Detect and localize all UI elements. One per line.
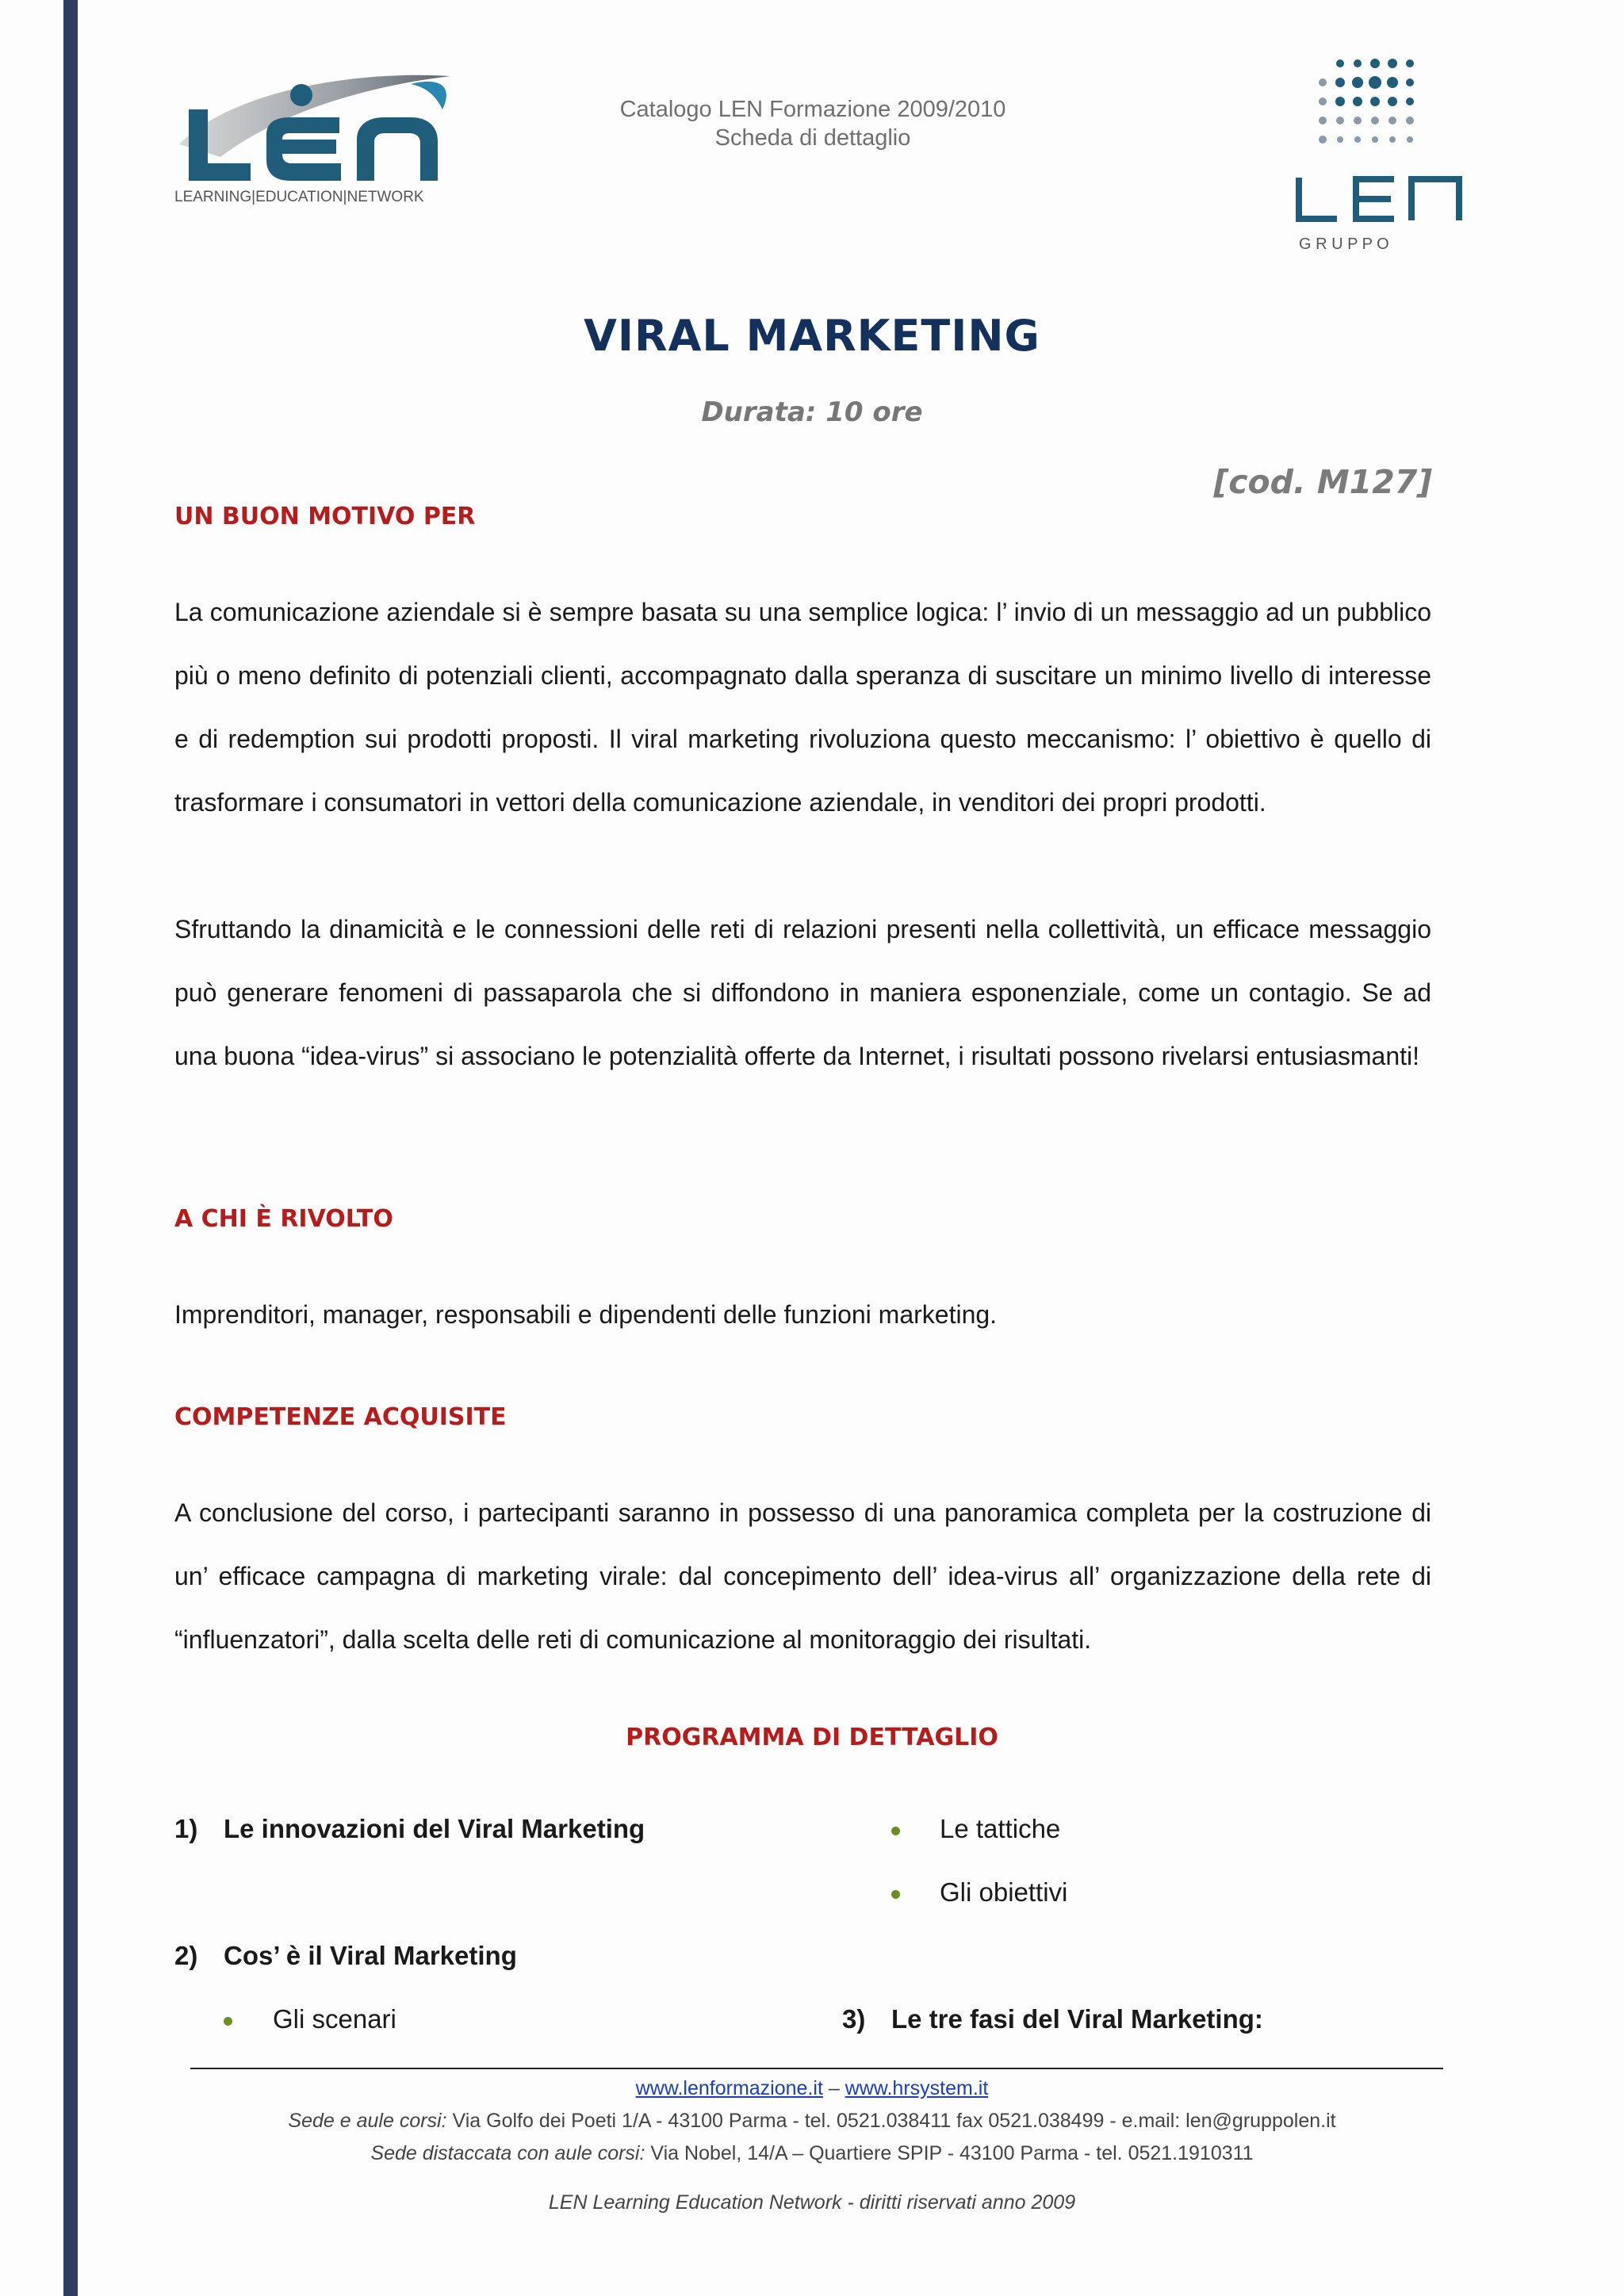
len-learning-logo xyxy=(173,62,458,212)
section-heading-motivo: UN BUON MOTIVO PER xyxy=(174,503,476,530)
footer-address-secondary xyxy=(0,2142,1624,2165)
course-duration: Durata: 10 ore xyxy=(701,396,923,428)
program-item-3 xyxy=(842,2004,1263,2034)
program-item-1-title: Le innovazioni del Viral Marketing xyxy=(224,1814,645,1843)
program-item-2-number: 2) xyxy=(174,1941,198,1970)
section-heading-rivolto: A CHI È RIVOLTO xyxy=(174,1205,393,1233)
logo-left-tagline: LEARNING|EDUCATION|NETWORK xyxy=(174,189,424,205)
program-right-bullet-2: Gli obiettivi xyxy=(940,1877,1068,1907)
footer-address-main-label: Sede e aule corsi: xyxy=(288,2110,447,2132)
paragraph-rivolto: Imprenditori, manager, responsabili e dipendenti delle funzioni marketing. xyxy=(174,1300,998,1329)
footer-address-main-text: Via Golfo dei Poeti 1/A - 43100 Parma - tel. 0521.038411 fax 0521.038499 - e.mail: len@gruppolen.it xyxy=(446,2110,1336,2132)
paragraph-motivo-1: La comunicazione aziendale si è sempre basata su una semplice logica: l’ invio di un messaggio ad un pubblico più o meno definito di potenziali clienti, accompagnato dalla speranza di suscitare un minimo livello di interesse e di redemption sui prodotti proposti. Il viral marketing rivoluziona questo meccanismo: l’ obiettivo è quello di trasformare i consumatori in vettori della comunicazione aziendale, in venditori dei propri prodotti. xyxy=(174,598,1431,817)
section-heading-programma: PROGRAMMA DI DETTAGLIO xyxy=(626,1724,998,1751)
bullet-icon xyxy=(224,2017,232,2026)
footer-address-main xyxy=(0,2110,1624,2133)
program-item-1 xyxy=(174,1814,645,1844)
footer-address-secondary-label: Sede distaccata con aule corsi: xyxy=(370,2142,645,2164)
len-gruppo-logo-graphic xyxy=(1293,52,1475,258)
section-heading-competenze: COMPETENZE ACQUISITE xyxy=(174,1403,507,1431)
program-item-2 xyxy=(174,1941,517,1971)
paragraph-competenze: A conclusione del corso, i partecipanti saranno in possesso di una panoramica completa per la costruzione di un’ efficace campagna di marketing virale: dal concepimento dell’ idea-virus all’ organizzazione della rete di “influenzatori”, dalla scelta delle reti di comunicazione al monitoraggio dei risultati. xyxy=(174,1498,1431,1654)
program-item-1-number: 1) xyxy=(174,1814,198,1843)
program-item-3-title: Le tre fasi del Viral Marketing: xyxy=(891,2004,1263,2034)
program-item-2-title: Cos’ è il Viral Marketing xyxy=(224,1941,517,1970)
footer-link-separator: – xyxy=(822,2077,845,2099)
program-item-3-number: 3) xyxy=(842,2004,866,2034)
logo-right-sub: G R U P P O xyxy=(1299,235,1389,253)
footer-divider xyxy=(190,2068,1443,2069)
catalog-title: Catalogo LEN Formazione 2009/2010 xyxy=(619,97,1006,122)
program-item-2-bullet-1: Gli scenari xyxy=(273,2004,396,2034)
footer-copyright: LEN Learning Education Network - diritti riservati anno 2009 xyxy=(548,2191,1076,2214)
program-right-bullet-1: Le tattiche xyxy=(940,1814,1061,1843)
len-learning-logo-graphic xyxy=(173,62,458,212)
len-gruppo-logo xyxy=(1293,52,1475,258)
footer-address-secondary-text: Via Nobel, 14/A – Quartiere SPIP - 43100 Parma - tel. 0521.1910311 xyxy=(645,2142,1254,2164)
footer-link-hrsystem[interactable]: www.hrsystem.it xyxy=(845,2077,989,2099)
course-code: [cod. M127] xyxy=(1213,463,1432,501)
footer-links xyxy=(0,2077,1624,2100)
footer-link-lenformazione[interactable]: www.lenformazione.it xyxy=(635,2077,823,2099)
bullet-icon xyxy=(891,1827,900,1835)
bullet-icon xyxy=(891,1890,900,1899)
paragraph-motivo-2: Sfruttando la dinamicità e le connessioni delle reti di relazioni presenti nella collettività, un efficace messaggio può generare fenomeni di passaparola che si diffondono in maniera esponenziale, come un contagio. Se ad una buona “idea-virus” si associano le potenzialità offerte da Internet, i risultati possono rivelarsi entusiasmanti! xyxy=(174,915,1431,1070)
catalog-subtitle: Scheda di dettaglio xyxy=(714,125,911,151)
course-title: VIRAL MARKETING xyxy=(584,311,1040,361)
